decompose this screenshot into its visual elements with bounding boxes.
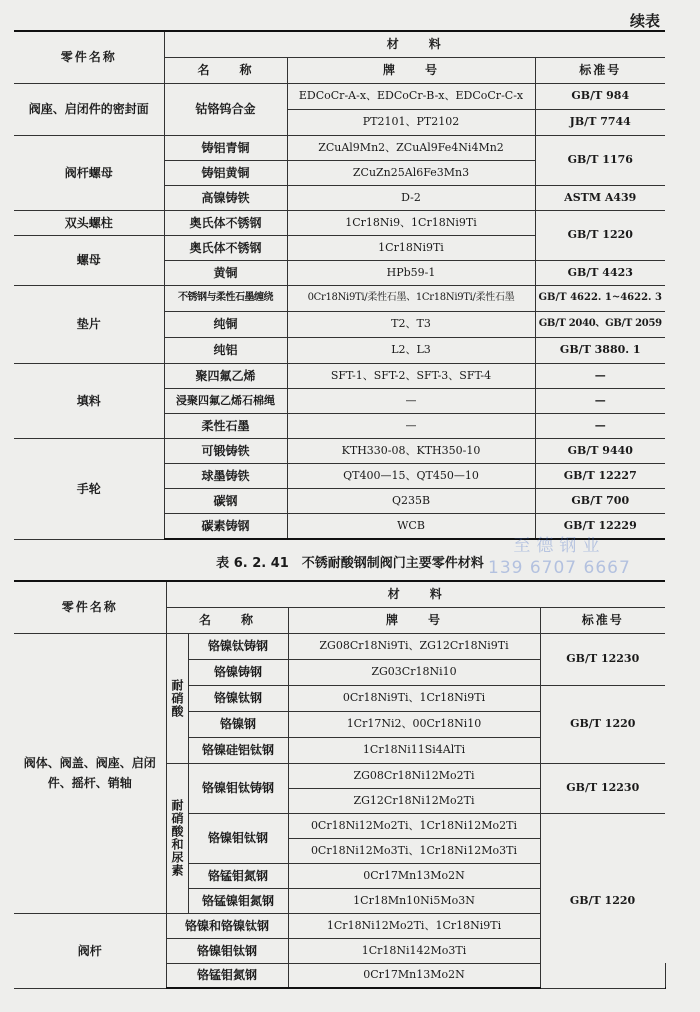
material-name: 铸铝青铜 (164, 135, 287, 160)
material-name: 铬锰镍钼氮钢 (188, 888, 288, 913)
standard-cell: GB/T 12230 (540, 763, 665, 813)
watermark-phone: 139 6707 6667 (488, 558, 631, 578)
material-name: 聚四氟乙烯 (164, 363, 287, 388)
standard-cell: GB/T 2040、GB/T 2059 (535, 311, 665, 337)
material-name: 铬镍钛铸钢 (188, 633, 288, 659)
watermark-company: 至德钢业 (513, 536, 606, 556)
part-cell: 阀座、启闭件的密封面 (14, 83, 164, 135)
header-material: 材 料 (166, 581, 665, 607)
header-name: 名 称 (166, 607, 288, 633)
material-name: 黄铜 (164, 260, 287, 285)
standard-cell: GB/T 700 (535, 488, 665, 513)
part-cell: 螺母 (14, 235, 164, 285)
group-label: 耐硝酸 (166, 633, 188, 763)
material-name: 纯铝 (164, 337, 287, 363)
standard-cell: GB/T 12229 (535, 513, 665, 539)
standard-cell: GB/T 1220 (540, 685, 665, 763)
brand-cell: PT2101、PT2102 (287, 109, 535, 135)
standard-cell: GB/T 12227 (535, 463, 665, 488)
part-cell: 阀杆 (14, 913, 166, 988)
watermark (488, 535, 631, 579)
material-name: 铬镍钼钛钢 (188, 813, 288, 863)
brand-cell: L2、L3 (287, 337, 535, 363)
brand-cell: 1Cr18Ni9、1Cr18Ni9Ti (287, 210, 535, 235)
material-name: 碳素铸钢 (164, 513, 287, 539)
material-name: 铬镍硅铝钛钢 (188, 737, 288, 763)
brand-cell: SFT-1、SFT-2、SFT-3、SFT-4 (287, 363, 535, 388)
material-name: 铬镍钼钛钢 (166, 938, 288, 963)
brand-cell: 0Cr17Mn13Mo2N (288, 963, 540, 988)
brand-cell: 1Cr18Mn10Ni5Mo3N (288, 888, 540, 913)
part-cell: 阀杆螺母 (14, 135, 164, 210)
part-cell: 填料 (14, 363, 164, 438)
brand-cell: 0Cr18Ni9Ti/柔性石墨、1Cr18Ni9Ti/柔性石墨 (287, 285, 535, 311)
material-name: 铬镍钢 (188, 711, 288, 737)
part-cell: 手轮 (14, 438, 164, 539)
header-standard: 标准号 (540, 607, 665, 633)
header-part-name: 零件名称 (14, 31, 164, 83)
standard-cell: GB/T 3880. 1 (535, 337, 665, 363)
standard-cell: GB/T 984 (535, 83, 665, 109)
standard-cell: JB/T 7744 (535, 109, 665, 135)
material-name: 铬镍铸钢 (188, 659, 288, 685)
brand-cell: 0Cr17Mn13Mo2N (288, 863, 540, 888)
brand-cell: T2、T3 (287, 311, 535, 337)
standard-cell: GB/T 1220 (540, 813, 665, 988)
material-name: 可锻铸铁 (164, 438, 287, 463)
standard-cell: GB/T 12230 (540, 633, 665, 685)
material-name: 铬镍和铬镍钛钢 (166, 913, 288, 938)
brand-cell: 0Cr18Ni12Mo3Ti、1Cr18Ni12Mo3Ti (288, 838, 540, 863)
material-name: 铬镍钼钛铸钢 (188, 763, 288, 813)
header-brand: 牌 号 (287, 57, 535, 83)
brand-cell: ZCuAl9Mn2、ZCuAl9Fe4Ni4Mn2 (287, 135, 535, 160)
brand-cell: 1Cr18Ni12Mo2Ti、1Cr18Ni9Ti (288, 913, 540, 938)
material-name: 浸聚四氟乙烯石棉绳 (164, 388, 287, 413)
materials-table-continued (14, 30, 665, 540)
part-cell: 阀体、阀盖、阀座、启闭件、摇杆、销轴 (14, 633, 166, 913)
brand-cell: 0Cr18Ni9Ti、1Cr18Ni9Ti (288, 685, 540, 711)
brand-cell: QT400—15、QT450—10 (287, 463, 535, 488)
part-cell: 双头螺柱 (14, 210, 164, 235)
material-name: 钴铬钨合金 (164, 83, 287, 135)
brand-cell: ZG12Cr18Ni12Mo2Ti (288, 788, 540, 813)
standard-cell: GB/T 9440 (535, 438, 665, 463)
header-brand: 牌 号 (288, 607, 540, 633)
standard-cell: ASTM A439 (535, 185, 665, 210)
header-standard: 标准号 (535, 57, 665, 83)
group-label: 耐硝酸和尿素 (166, 763, 188, 913)
material-name: 铬锰钼氮钢 (166, 963, 288, 988)
material-name: 奥氏体不锈钢 (164, 210, 287, 235)
material-name: 奥氏体不锈钢 (164, 235, 287, 260)
brand-cell: ZG08Cr18Ni12Mo2Ti (288, 763, 540, 788)
table-caption: 表 6. 2. 41 不锈耐酸钢制阀门主要零件材料 (216, 556, 484, 571)
brand-cell: 1Cr17Ni2、00Cr18Ni10 (288, 711, 540, 737)
brand-cell: ZG03Cr18Ni10 (288, 659, 540, 685)
brand-cell: 1Cr18Ni11Si4AlTi (288, 737, 540, 763)
stainless-valve-materials-table (14, 580, 665, 989)
header-part-name: 零件名称 (14, 581, 166, 633)
header-material: 材 料 (164, 31, 665, 57)
brand-cell: 0Cr18Ni12Mo2Ti、1Cr18Ni12Mo2Ti (288, 813, 540, 838)
brand-cell: HPb59-1 (287, 260, 535, 285)
brand-cell: ZCuZn25Al6Fe3Mn3 (287, 160, 535, 185)
brand-cell: 1Cr18Ni142Mo3Ti (288, 938, 540, 963)
material-name: 高镍铸铁 (164, 185, 287, 210)
header-name: 名 称 (164, 57, 287, 83)
material-name: 铬锰钼氮钢 (188, 863, 288, 888)
material-name: 不锈钢与柔性石墨缠绕 (164, 285, 287, 311)
continued-label: 续表 (629, 12, 660, 30)
material-name: 柔性石墨 (164, 413, 287, 438)
material-name: 铸铝黄铜 (164, 160, 287, 185)
brand-cell: D-2 (287, 185, 535, 210)
brand-cell: WCB (287, 513, 535, 539)
standard-cell: GB/T 4423 (535, 260, 665, 285)
brand-cell: ZG08Cr18Ni9Ti、ZG12Cr18Ni9Ti (288, 633, 540, 659)
material-name: 铬镍钛钢 (188, 685, 288, 711)
standard-cell: GB/T 4622. 1~4622. 3 (535, 285, 665, 311)
material-name: 碳钢 (164, 488, 287, 513)
material-name: 球墨铸铁 (164, 463, 287, 488)
brand-cell: — (287, 388, 535, 413)
material-name: 纯铜 (164, 311, 287, 337)
standard-cell: GB/T 1220 (535, 210, 665, 260)
standard-cell: GB/T 1176 (535, 135, 665, 185)
standard-cell: — (535, 388, 665, 413)
standard-cell: — (535, 363, 665, 388)
brand-cell: EDCoCr-A-x、EDCoCr-B-x、EDCoCr-C-x (287, 83, 535, 109)
standard-cell: — (535, 413, 665, 438)
brand-cell: KTH330-08、KTH350-10 (287, 438, 535, 463)
brand-cell: Q235B (287, 488, 535, 513)
brand-cell: — (287, 413, 535, 438)
brand-cell: 1Cr18Ni9Ti (287, 235, 535, 260)
part-cell: 垫片 (14, 285, 164, 363)
